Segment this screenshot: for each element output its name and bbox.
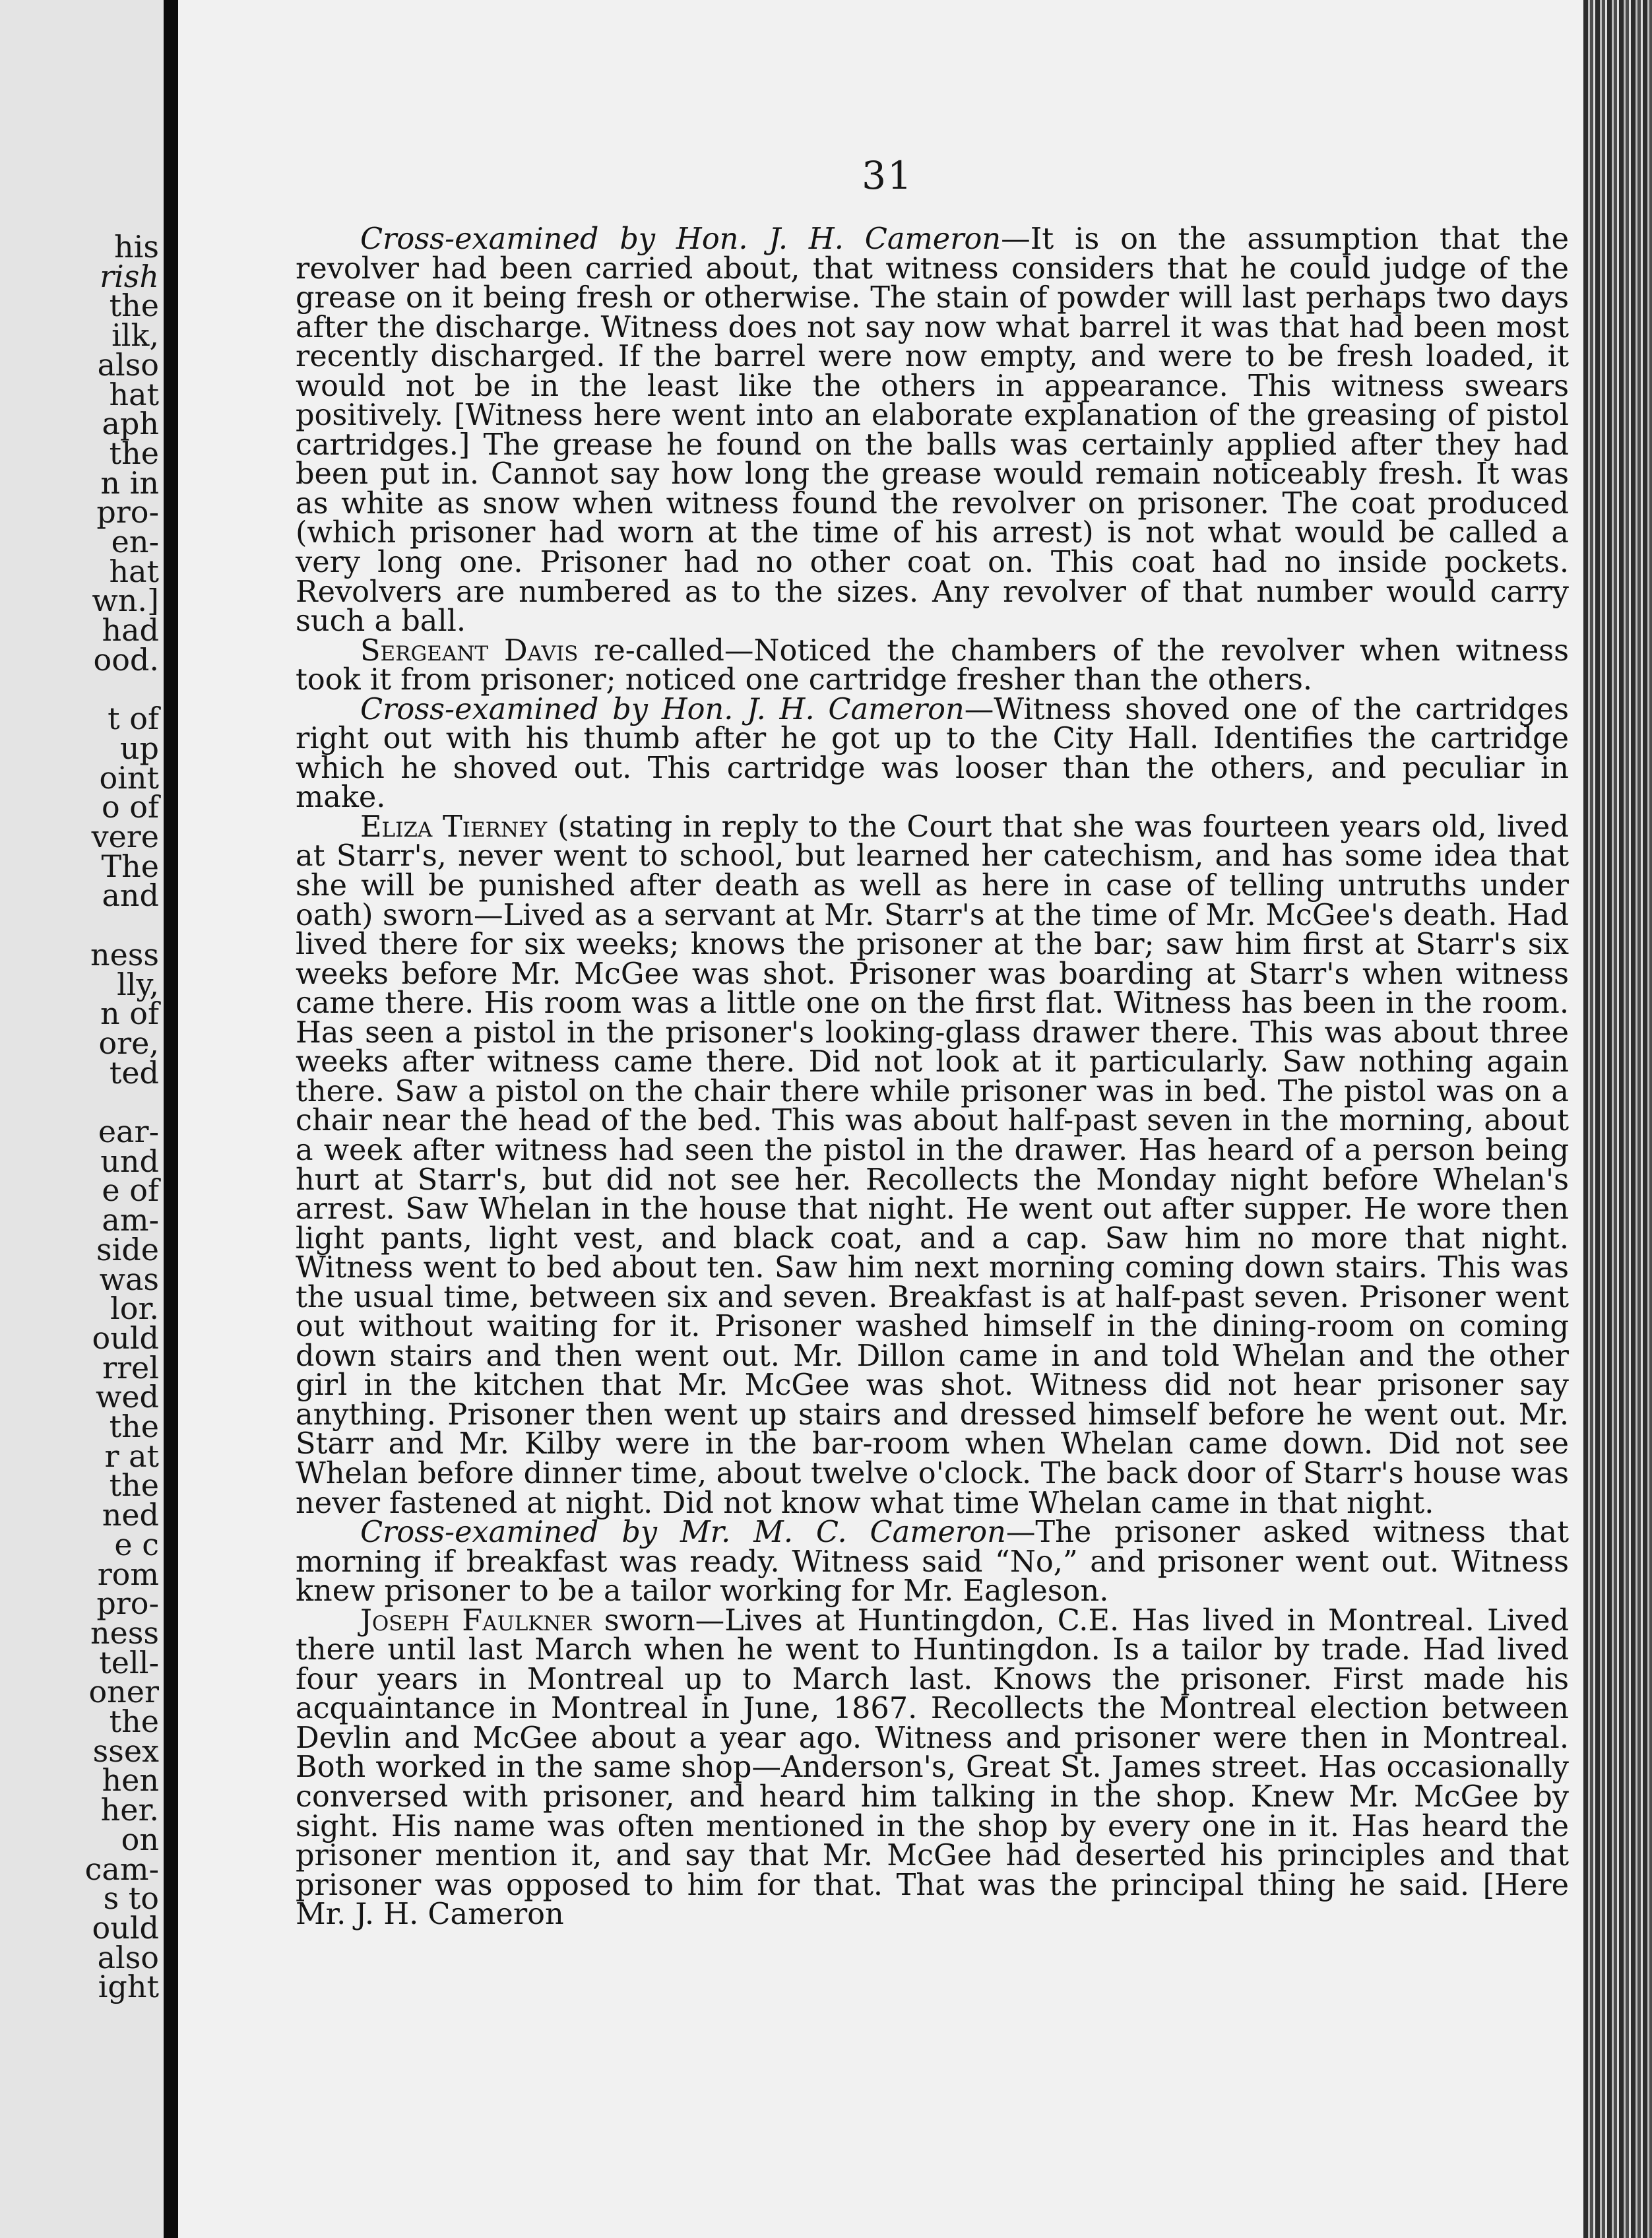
facing-page-line: hen — [102, 1762, 159, 1799]
facing-page-line: ear- — [98, 1114, 159, 1149]
facing-page-line: ted — [109, 1054, 159, 1091]
paragraph-joseph-faulkner — [296, 1603, 1570, 1932]
paragraph-cross-examination-cameron-2 — [296, 691, 1569, 815]
facing-page-line: side — [96, 1231, 159, 1267]
facing-page-line: o of — [101, 789, 159, 825]
paragraph-eliza-tierney — [296, 809, 1569, 1520]
facing-page-line: ore, — [98, 1025, 159, 1061]
paragraph-text: re-called—Noticed the chambers of the revolver when witness took it from prisoner; noticed one cartridge fresher than the others. — [296, 633, 1569, 697]
book-page — [178, 0, 1597, 2238]
facing-page-line: am- — [102, 1202, 159, 1238]
facing-page-line: ood. — [93, 641, 159, 678]
facing-page-line: rom — [97, 1556, 159, 1592]
facing-page-line: wn.] — [92, 583, 159, 619]
facing-page-line: and — [102, 878, 159, 914]
facing-page-line: ned — [102, 1497, 159, 1533]
facing-page-line: The — [101, 848, 159, 884]
facing-page-line: und — [100, 1143, 159, 1179]
facing-page-line: wed — [95, 1379, 159, 1415]
paragraph-lead: Cross-examined by Hon. J. H. Cameron — [360, 222, 1001, 256]
facing-page-line: cam- — [84, 1851, 159, 1887]
facing-page-line: lor. — [110, 1291, 159, 1327]
facing-page-line: rrel — [102, 1349, 159, 1386]
facing-page-line: the — [109, 1467, 159, 1504]
facing-page-fragment — [0, 0, 168, 2238]
facing-page-line: pro- — [96, 494, 159, 530]
facing-page-line: the — [109, 435, 159, 471]
paragraph-sergeant-davis — [296, 633, 1569, 697]
facing-page-line: oint — [99, 759, 159, 796]
facing-page-line: ssex — [92, 1733, 159, 1769]
page-body — [296, 222, 1570, 1932]
facing-page-line: the — [109, 1409, 159, 1444]
facing-page-line: on — [121, 1821, 159, 1857]
facing-page-line: her. — [100, 1792, 159, 1828]
facing-page-line: the — [109, 1704, 159, 1739]
facing-page-line: oner — [88, 1674, 159, 1710]
facing-page-line: hat — [109, 553, 159, 589]
facing-page-line: his — [114, 229, 159, 265]
page-stack-edges — [1583, 0, 1652, 2238]
paragraph-lead: Cross-examined by Mr. M. C. Cameron — [360, 1515, 1006, 1550]
paragraph-lead: Eliza Tierney — [360, 809, 548, 844]
paragraph-text: (stating in reply to the Court that she was fourteen years old, lived at Starr's, never went to school, but learned her catechism, and has some idea that she will be punished after death as well as here in case of telling untruths under oath) sworn—Lived as a servant at Mr. Starr's at the time of Mr. McGee's death. Had lived there for six weeks; knows the prisoner at the bar; saw him first at Starr's six weeks before Mr. McGee was shot. Prisoner was boarding at Starr's when witness came there. His room was a little one on the first flat. Witness has been in the room. Has seen a pistol in the prisoner's looking-glass drawer there. This was about three weeks after witness came there. Did not look at it particularly. Saw nothing again there. Saw a pistol on the chair there while prisoner was in bed. The pistol was on a chair near the head of the bed. This was about half-past seven in the morning, about a week after witness had seen the pistol in the drawer. Has heard of a person being hurt at Starr's, but did not see her. Recollects the Monday night before Whelan's arrest. Saw Whelan in the house that night. He went out after supper. He wore then light pants, light vest, and black coat, and a cap. Saw him no more that night. Witness went to bed about ten. Saw him next morning coming down stairs. This was the usual time, between six and seven. Breakfast is at half-past seven. Prisoner went out without waiting for it. Prisoner washed himself in the dining-room on coming down stairs and then went out. Mr. Dillon came in and told Whelan and the other girl in the kitchen that Mr. McGee was shot. Witness did not hear prisoner say anything. Prisoner then went up stairs and dressed himself before he went out. Mr. Starr and Mr. Kilby were in the bar-room when Whelan came down. Did not see Whelan before dinner time, about twelve o'clock. The back door of Starr's house was never fastened at night. Did not know what time Whelan came in that night. — [296, 809, 1569, 1520]
facing-page-line: n in — [100, 464, 159, 501]
facing-page-line: r at — [104, 1438, 159, 1474]
facing-page-line: ness — [90, 1615, 159, 1651]
paragraph-text: —Witness shoved one of the cartridges right out with his thumb after he got up to the City Hall. Identifies the cartridge which he shoved out. This cartridge was looser than the others, and peculiar in make. — [296, 691, 1569, 815]
paragraph-cross-examination-mc-cameron — [296, 1515, 1569, 1609]
facing-page-line: up — [119, 730, 159, 766]
facing-page-line: was — [99, 1261, 159, 1297]
facing-page-line: ilk, — [111, 317, 159, 354]
facing-page-line: aph — [102, 406, 159, 442]
facing-page-line: e c — [114, 1526, 159, 1562]
facing-page-line: pro- — [96, 1585, 159, 1622]
facing-page-line: en- — [111, 524, 159, 560]
facing-page-line: rish — [100, 258, 159, 294]
facing-page-line: ness — [90, 936, 159, 973]
paragraph-lead: Joseph Faulkner — [360, 1603, 592, 1638]
facing-page-line: also — [97, 346, 159, 383]
facing-page-line: tell- — [99, 1644, 159, 1680]
paragraph-text: —It is on the assumption that the revolver had been carried about, that witness considers that he could judge of the grease on it being fresh or otherwise. The stain of powder will last perhaps two days after the discharge. Witness does not say now what barrel it was that had been most recently discharged. If the barrel were now empty, and were to be fresh loaded, it would not be in the least like the others in appearance. This witness swears positively. [Witness here went into an elaborate explanation of the greasing of pistol cartridges.] The grease he found on the balls was certainly applied after they had been put in. Cannot say how long the grease would remain noticeably fresh. It was as white as snow when witness found the revolver on prisoner. The coat produced (which prisoner had worn at the time of his arrest) is not what would be called a very long one. Prisoner had no other coat on. This coat had no inside pockets. Revolvers are numbered as to the sizes. Any revolver of that number would carry such a ball. — [296, 222, 1570, 639]
facing-page-line: n of — [100, 996, 159, 1032]
facing-page-line: hat — [109, 376, 159, 412]
book-gutter — [164, 0, 178, 2238]
facing-page-line: s to — [103, 1880, 159, 1917]
page-number: 31 — [862, 153, 913, 198]
facing-page-line: had — [102, 612, 159, 649]
paragraph-text: —The prisoner asked witness that morning if breakfast was ready. Witness said “No,” and prisoner went out. Witness knew prisoner to be a tailor working for Mr. Eagleson. — [296, 1515, 1569, 1609]
paragraph-lead: Sergeant Davis — [360, 633, 579, 668]
facing-page-line: ould — [92, 1320, 159, 1356]
paragraph-cross-examination-cameron-1 — [296, 222, 1570, 639]
facing-page-line: the — [109, 288, 159, 324]
paragraph-text: sworn—Lives at Huntingdon, C.E. Has lived in Montreal. Lived there until last March when he went to Huntingdon. Is a tailor by trade. Had lived four years in Montreal up to March last. Knows the prisoner. First made his acquaintance in Montreal in June, 1867. Recollects the Montreal election between Devlin and McGee about a year ago. Witness and prisoner were then in Montreal. Both worked in the same shop—Anderson's, Great St. James street. Has occasionally conversed with prisoner, and heard him talking in the shop. Knew Mr. McGee by sight. His name was often mentioned in the shop by every one in it. Has heard the prisoner mention it, and say that Mr. McGee had deserted his principles and that prisoner was opposed to him for that. That was the principal thing he said. [Here Mr. J. H. Cameron — [296, 1603, 1570, 1932]
paragraph-lead: Cross-examined by Hon. J. H. Cameron — [360, 691, 965, 726]
facing-page-line: lly, — [117, 966, 159, 1002]
facing-page-line: vere — [91, 819, 159, 854]
facing-page-line: ould — [92, 1909, 159, 1946]
facing-page-line: e of — [102, 1172, 159, 1209]
facing-page-line: t of — [108, 701, 159, 737]
facing-page-line: also — [97, 1939, 159, 1975]
facing-page-line: ight — [98, 1969, 159, 2005]
